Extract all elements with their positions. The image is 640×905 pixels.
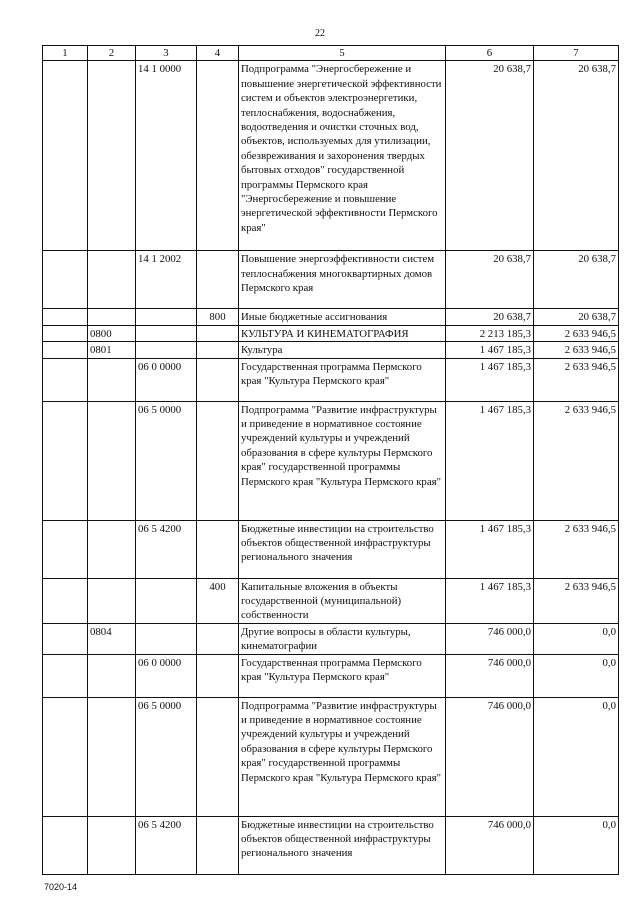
cell-section bbox=[88, 578, 136, 623]
table-row bbox=[43, 520, 619, 578]
footer-document-code: 7020-14 bbox=[44, 882, 78, 892]
cell-name: Капитальные вложения в объекты государственной (муниципальной) собственности bbox=[239, 578, 446, 623]
header-col-5: 5 bbox=[239, 46, 446, 61]
cell-admin bbox=[43, 309, 88, 325]
cell-amount-2016: 0,0 bbox=[534, 697, 619, 816]
cell-section bbox=[88, 697, 136, 816]
cell-section bbox=[88, 654, 136, 697]
cell-target-article bbox=[136, 325, 197, 341]
cell-amount-2016: 2 633 946,5 bbox=[534, 401, 619, 520]
cell-target-article bbox=[136, 342, 197, 358]
cell-amount-2016: 20 638,7 bbox=[534, 251, 619, 309]
cell-amount-2015: 1 467 185,3 bbox=[446, 358, 534, 401]
cell-target-article bbox=[136, 309, 197, 325]
cell-amount-2015: 746 000,0 bbox=[446, 654, 534, 697]
cell-target-article: 06 0 0000 bbox=[136, 358, 197, 401]
cell-section bbox=[88, 816, 136, 874]
cell-target-article: 06 5 0000 bbox=[136, 401, 197, 520]
table-row bbox=[43, 251, 619, 309]
cell-amount-2016: 0,0 bbox=[534, 816, 619, 874]
header-col-2: 2 bbox=[88, 46, 136, 61]
header-col-4: 4 bbox=[197, 46, 239, 61]
cell-name: КУЛЬТУРА И КИНЕМАТОГРАФИЯ bbox=[239, 325, 446, 341]
cell-target-article bbox=[136, 578, 197, 623]
cell-expense-type bbox=[197, 251, 239, 309]
cell-amount-2016: 2 633 946,5 bbox=[534, 520, 619, 578]
cell-amount-2015: 746 000,0 bbox=[446, 697, 534, 816]
cell-section bbox=[88, 61, 136, 251]
cell-target-article: 06 5 4200 bbox=[136, 816, 197, 874]
table-row bbox=[43, 578, 619, 623]
cell-amount-2015: 20 638,7 bbox=[446, 251, 534, 309]
cell-amount-2015: 746 000,0 bbox=[446, 623, 534, 654]
table-row bbox=[43, 697, 619, 816]
table-row bbox=[43, 309, 619, 325]
cell-expense-type: 400 bbox=[197, 578, 239, 623]
cell-amount-2016: 2 633 946,5 bbox=[534, 342, 619, 358]
header-row bbox=[43, 46, 619, 61]
cell-admin bbox=[43, 342, 88, 358]
cell-amount-2016: 20 638,7 bbox=[534, 61, 619, 251]
table-row bbox=[43, 623, 619, 654]
cell-name: Бюджетные инвестиции на строительство объектов общественной инфраструктуры регионального значения bbox=[239, 520, 446, 578]
cell-name: Другие вопросы в области культуры, кинематографии bbox=[239, 623, 446, 654]
cell-admin bbox=[43, 520, 88, 578]
page-number: 22 bbox=[315, 28, 325, 39]
cell-amount-2015: 20 638,7 bbox=[446, 309, 534, 325]
cell-admin bbox=[43, 654, 88, 697]
cell-amount-2015: 20 638,7 bbox=[446, 61, 534, 251]
cell-amount-2015: 1 467 185,3 bbox=[446, 520, 534, 578]
cell-target-article: 14 1 2002 bbox=[136, 251, 197, 309]
cell-amount-2016: 0,0 bbox=[534, 623, 619, 654]
cell-name: Культура bbox=[239, 342, 446, 358]
cell-expense-type bbox=[197, 654, 239, 697]
cell-admin bbox=[43, 251, 88, 309]
cell-target-article: 06 5 4200 bbox=[136, 520, 197, 578]
cell-amount-2016: 20 638,7 bbox=[534, 309, 619, 325]
cell-section bbox=[88, 309, 136, 325]
table-row bbox=[43, 61, 619, 251]
cell-name: Повышение энергоэффективности систем теплоснабжения многоквартирных домов Пермского края bbox=[239, 251, 446, 309]
cell-name: Подпрограмма "Развитие инфраструктуры и приведение в нормативное состояние учреждений культуры и учреждений образования в сфере культуры Пермского края" государственной программы Пермского края "Культура Пермского края" bbox=[239, 401, 446, 520]
cell-expense-type bbox=[197, 520, 239, 578]
cell-expense-type bbox=[197, 325, 239, 341]
cell-section bbox=[88, 358, 136, 401]
cell-section bbox=[88, 520, 136, 578]
cell-expense-type bbox=[197, 358, 239, 401]
cell-amount-2016: 0,0 bbox=[534, 654, 619, 697]
budget-table bbox=[42, 45, 619, 875]
cell-admin bbox=[43, 816, 88, 874]
table-row bbox=[43, 342, 619, 358]
header-col-3: 3 bbox=[136, 46, 197, 61]
cell-name: Иные бюджетные ассигнования bbox=[239, 309, 446, 325]
cell-admin bbox=[43, 358, 88, 401]
cell-section: 0800 bbox=[88, 325, 136, 341]
table-row bbox=[43, 358, 619, 401]
cell-expense-type bbox=[197, 61, 239, 251]
cell-expense-type: 800 bbox=[197, 309, 239, 325]
cell-target-article: 14 1 0000 bbox=[136, 61, 197, 251]
cell-name: Государственная программа Пермского края "Культура Пермского края" bbox=[239, 358, 446, 401]
cell-section bbox=[88, 401, 136, 520]
cell-expense-type bbox=[197, 623, 239, 654]
cell-target-article: 06 0 0000 bbox=[136, 654, 197, 697]
cell-section: 0801 bbox=[88, 342, 136, 358]
cell-amount-2015: 2 213 185,3 bbox=[446, 325, 534, 341]
table-row bbox=[43, 654, 619, 697]
cell-amount-2015: 1 467 185,3 bbox=[446, 342, 534, 358]
cell-target-article: 06 5 0000 bbox=[136, 697, 197, 816]
cell-amount-2016: 2 633 946,5 bbox=[534, 325, 619, 341]
cell-name: Государственная программа Пермского края "Культура Пермского края" bbox=[239, 654, 446, 697]
cell-amount-2015: 1 467 185,3 bbox=[446, 578, 534, 623]
cell-amount-2015: 1 467 185,3 bbox=[446, 401, 534, 520]
cell-admin bbox=[43, 697, 88, 816]
cell-name: Бюджетные инвестиции на строительство объектов общественной инфраструктуры регионального значения bbox=[239, 816, 446, 874]
header-col-1: 1 bbox=[43, 46, 88, 61]
header-col-7: 7 bbox=[534, 46, 619, 61]
cell-name: Подпрограмма "Развитие инфраструктуры и приведение в нормативное состояние учреждений культуры и учреждений образования в сфере культуры Пермского края" государственной программы Пермского края "Культура Пермского края" bbox=[239, 697, 446, 816]
cell-amount-2015: 746 000,0 bbox=[446, 816, 534, 874]
cell-section: 0804 bbox=[88, 623, 136, 654]
table-row bbox=[43, 325, 619, 341]
table-row bbox=[43, 816, 619, 874]
table-row bbox=[43, 401, 619, 520]
cell-expense-type bbox=[197, 816, 239, 874]
cell-name: Подпрограмма "Энергосбережение и повышение энергетической эффективности систем и объектов электроэнергетики, теплоснабжения, водоснабжения, водоотведения и очистки сточных вод, объектов, используемых для утилизации, обезвреживания и захоронения твердых бытовых отходов" государственной программы Пермского края "Энергосбережение и повышение энергетической эффективности Пермского края" bbox=[239, 61, 446, 251]
cell-admin bbox=[43, 623, 88, 654]
cell-section bbox=[88, 251, 136, 309]
cell-amount-2016: 2 633 946,5 bbox=[534, 358, 619, 401]
cell-target-article bbox=[136, 623, 197, 654]
header-col-6: 6 bbox=[446, 46, 534, 61]
cell-admin bbox=[43, 325, 88, 341]
cell-expense-type bbox=[197, 342, 239, 358]
cell-expense-type bbox=[197, 401, 239, 520]
cell-expense-type bbox=[197, 697, 239, 816]
cell-admin bbox=[43, 61, 88, 251]
cell-admin bbox=[43, 401, 88, 520]
cell-admin bbox=[43, 578, 88, 623]
cell-amount-2016: 2 633 946,5 bbox=[534, 578, 619, 623]
